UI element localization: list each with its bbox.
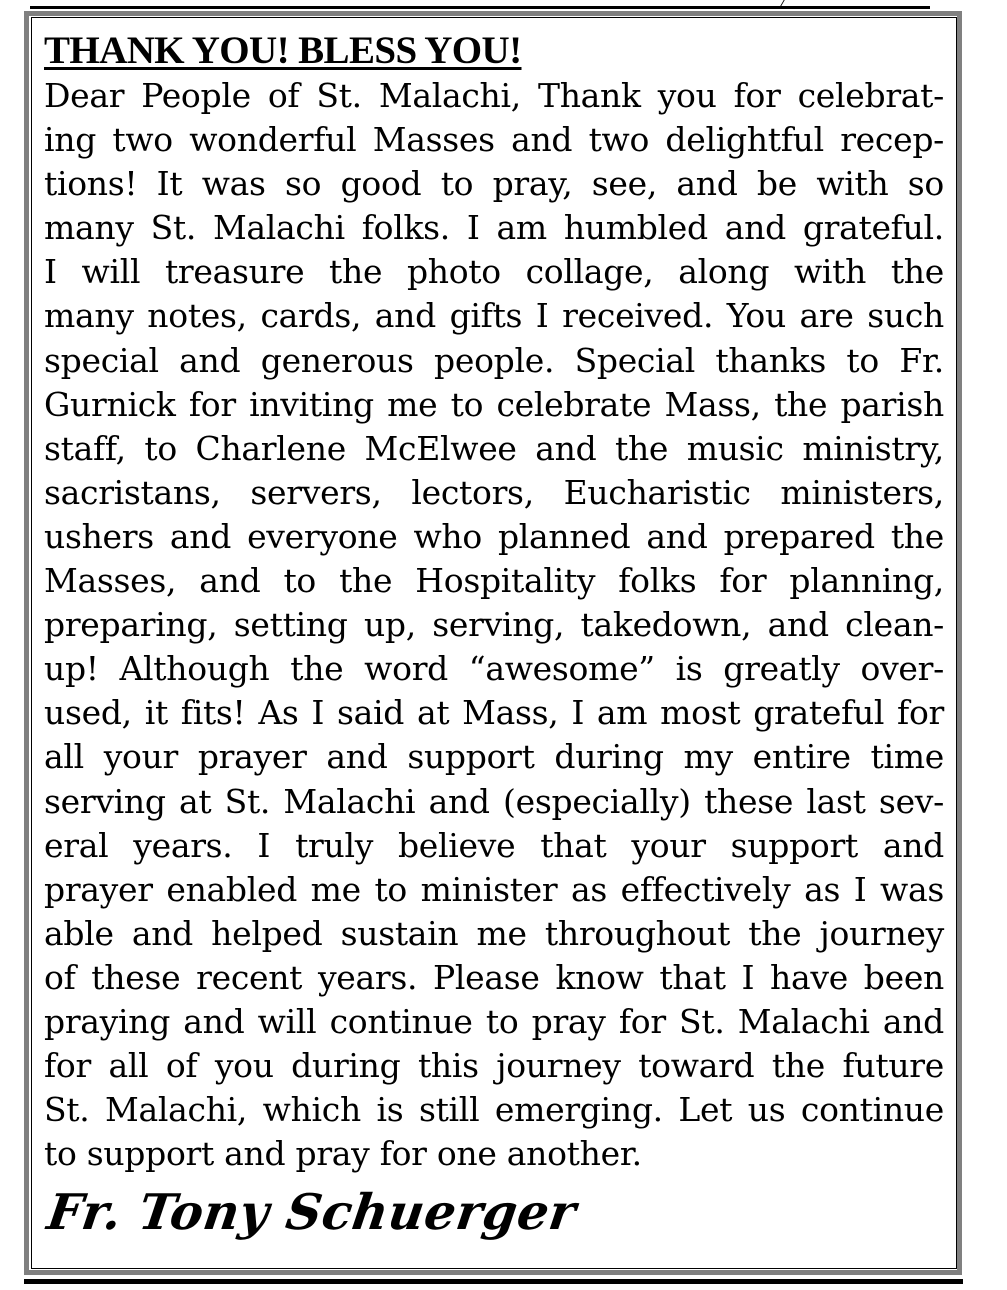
- body-line: Gurnick for inviting me to celebrate Mass, the parish: [44, 384, 944, 424]
- body-line: many notes, cards, and gifts I received. You are such: [44, 296, 944, 336]
- body-line: I will treasure the photo collage, along with the: [44, 252, 944, 292]
- body-line: ing two wonderful Masses and two delightful recep-: [44, 120, 944, 160]
- body-line: to support and pray for one another.: [44, 1134, 642, 1174]
- body-line: all your prayer and support during my entire time: [44, 737, 944, 777]
- body-line: staff, to Charlene McElwee and the music ministry,: [44, 428, 944, 468]
- body-line: Masses, and to the Hospitality folks for planning,: [44, 561, 944, 601]
- body-line: of these recent years. Please know that I have been: [44, 957, 944, 997]
- body-line: many St. Malachi folks. I am humbled and grateful.: [44, 208, 944, 248]
- notice-content: [44, 30, 944, 1176]
- body-line: up! Although the word “awesome” is greatly over-: [44, 649, 944, 689]
- top-rule: [30, 6, 930, 9]
- bottom-rule: [24, 1279, 963, 1284]
- notice-body: [44, 74, 944, 1176]
- body-line: sacristans, servers, lectors, Eucharistic ministers,: [44, 472, 944, 512]
- body-line: Dear People of St. Malachi, Thank you for celebrat-: [44, 76, 944, 115]
- body-line: prayer enabled me to minister as effectively as I was: [44, 869, 944, 909]
- body-line: able and helped sustain me throughout the journey: [44, 913, 944, 953]
- body-line: special and generous people. Special thanks to Fr.: [44, 340, 944, 380]
- notice-title: THANK YOU! BLESS YOU!: [44, 29, 522, 72]
- signature: Fr. Tony Schuerger: [43, 1183, 580, 1241]
- body-line: St. Malachi, which is still emerging. Let us continue: [44, 1090, 944, 1130]
- body-line: used, it fits! As I said at Mass, I am most grateful for: [44, 693, 944, 733]
- body-line: tions! It was so good to pray, see, and be with so: [44, 164, 944, 204]
- body-line: for all of you during this journey toward the future: [44, 1046, 944, 1086]
- body-line: eral years. I truly believe that your support and: [44, 825, 944, 865]
- body-line: praying and will continue to pray for St. Malachi and: [44, 1001, 944, 1041]
- body-line: ushers and everyone who planned and prepared the: [44, 516, 944, 556]
- body-line: serving at St. Malachi and (especially) these last sev-: [44, 781, 944, 821]
- body-line: preparing, setting up, serving, takedown, and clean-: [44, 605, 944, 645]
